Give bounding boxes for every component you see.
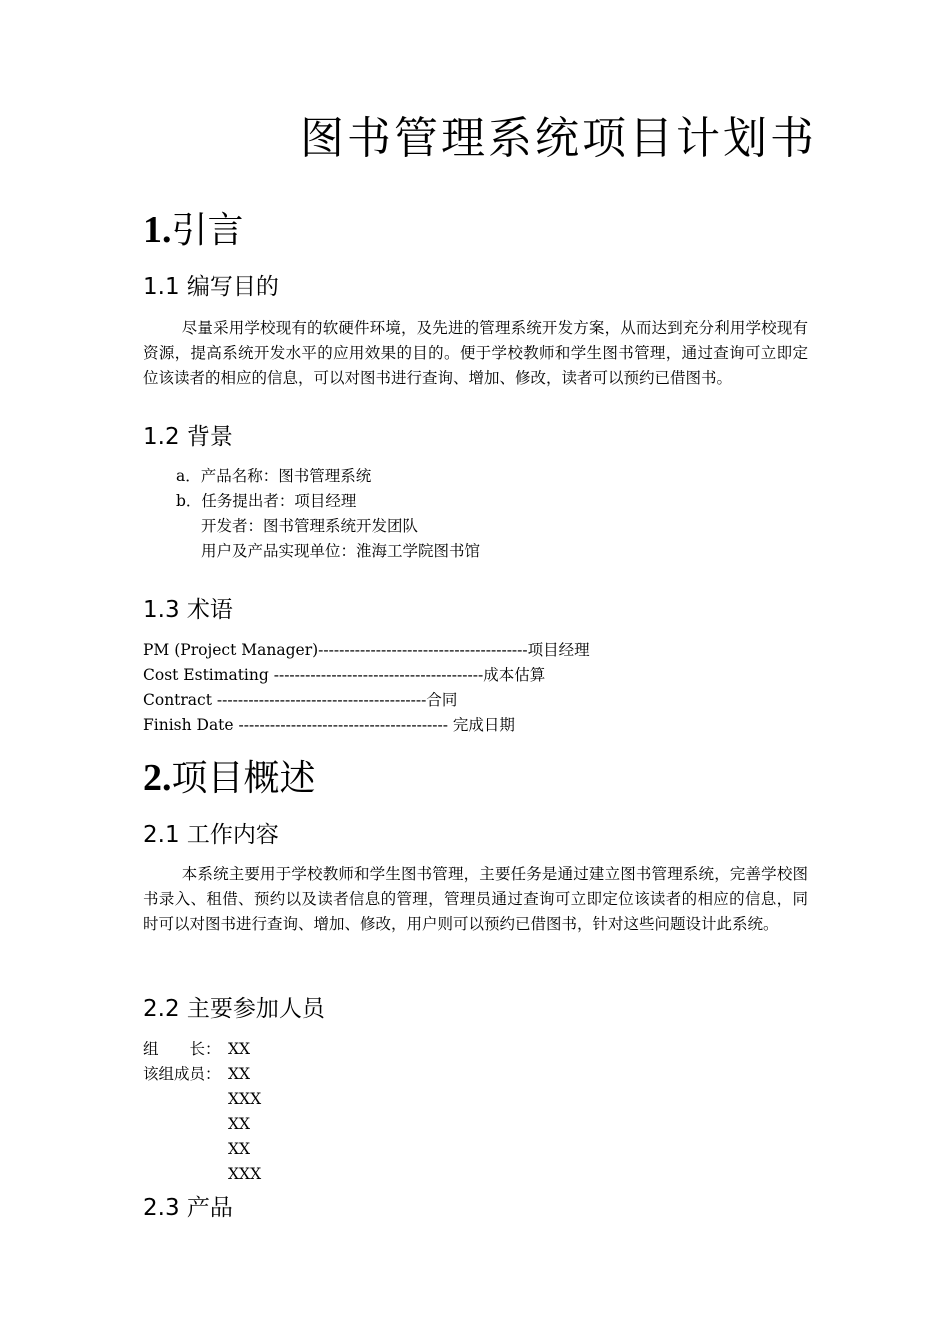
section-2-2-heading: 2.2 主要参加人员 [143,996,325,1022]
section-2-heading [143,750,316,801]
term-finish-date: Finish Date ---------------------------------------- 完成日期 [143,716,515,734]
section-1-3-heading: 1.3 术语 [143,597,233,623]
section-1-number: 1. [143,209,172,251]
section-2-label: 项目概述 [171,758,316,799]
term-pm: PM (Project Manager)----------------------------------------项目经理 [143,641,590,659]
leader-name: XX [228,1040,251,1058]
section-1-heading [143,202,244,253]
term-contract: Contract ----------------------------------------合同 [143,691,458,709]
background-developer: 开发者：图书管理系统开发团队 [201,517,419,535]
section-1-1-paragraph: 尽量采用学校现有的软硬件环境，及先进的管理系统开发方案，从而达到充分利用学校现有资源，提高系统开发水平的应用效果的目的。便于学校教师和学生图书管理，通过查询可立即定位该读者的相应的信息，可以对图书进行查询、增加、修改，读者可以预约已借图书。 [143,319,808,387]
members-label: 该组成员： [143,1065,221,1083]
section-2-number: 2. [143,757,172,799]
section-2-1-heading: 2.1 工作内容 [143,822,279,848]
background-user-unit: 用户及产品实现单位：淮海工学院图书馆 [201,542,481,560]
leader-label: 组 长： [143,1040,221,1058]
member-name: XX [228,1065,251,1083]
section-2-3-heading: 2.3 产品 [143,1195,233,1221]
section-1-2-heading: 1.2 背景 [143,424,233,450]
background-product-name: a．产品名称：图书管理系统 [176,467,372,485]
section-1-label: 引言 [171,210,244,251]
member-name: XXX [228,1165,262,1183]
section-2-1-paragraph: 本系统主要用于学校教师和学生图书管理，主要任务是通过建立图书管理系统，完善学校图书录入、租借、预约以及读者信息的管理，管理员通过查询可立即定位该读者的相应的信息，同时可以对图书进行查询、增加、修改，用户则可以预约已借图书，针对这些问题设计此系统。 [143,865,808,933]
member-name: XX [228,1115,251,1133]
term-cost-estimating: Cost Estimating ----------------------------------------成本估算 [143,666,546,684]
member-name: XXX [228,1090,262,1108]
member-name: XX [228,1140,251,1158]
document-title: 图书管理系统项目计划书 [300,113,817,164]
section-1-1-heading: 1.1 编写目的 [143,274,279,300]
background-task-proposer: b．任务提出者：项目经理 [176,492,357,510]
